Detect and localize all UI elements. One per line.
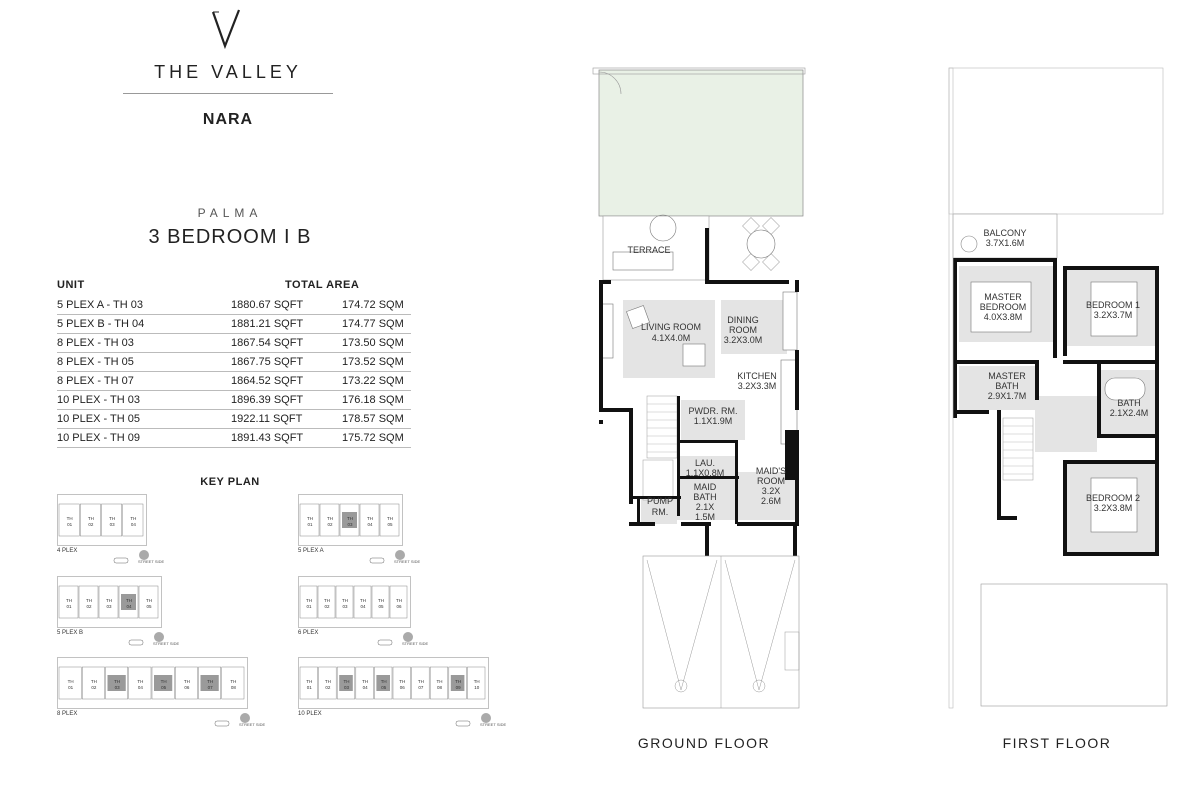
- key-plan-unit-label: TH: [87, 516, 94, 521]
- dining-room-size: 3.2X3.0M: [723, 335, 763, 345]
- car-icon: [114, 558, 128, 563]
- key-plan-unit-label: TH: [126, 598, 132, 603]
- key-plan-unit-label: 03: [343, 685, 350, 690]
- pump-room-label-2: RM.: [651, 507, 669, 517]
- key-plan-block: [298, 657, 528, 732]
- sqft-cell: 1867.75 SQFT: [231, 356, 304, 368]
- key-plan-unit-label: 01: [66, 604, 72, 609]
- sqm-cell: 176.18 SQM: [342, 394, 404, 406]
- key-plan-unit-label: 06: [396, 604, 402, 609]
- key-plan-label: 5 PLEX A: [298, 548, 324, 554]
- first-floor-label: FIRST FLOOR: [1002, 735, 1112, 751]
- key-plan-label: 6 PLEX: [298, 630, 319, 636]
- unit-cell: 8 PLEX - TH 07: [57, 375, 134, 387]
- powder-room-size: 1.1X1.9M: [693, 416, 733, 426]
- street-side-label: STREET SIDE: [239, 722, 266, 727]
- ground-floor-label: GROUND FLOOR: [637, 735, 771, 751]
- bath-size: 2.1X2.4M: [1109, 408, 1149, 418]
- master-bedroom-label: MASTER: [984, 292, 1022, 302]
- key-plan-unit-label: 01: [306, 685, 312, 690]
- key-plan-unit-label: 09: [455, 685, 461, 690]
- model-name: PALMA: [197, 206, 263, 220]
- key-plan-label: 10 PLEX: [298, 711, 322, 717]
- unit-cell: 10 PLEX - TH 03: [57, 394, 140, 406]
- key-plan-unit-label: TH: [67, 679, 74, 684]
- key-plan-unit-label: 04: [130, 522, 136, 527]
- ground-floor-plan: [585, 60, 825, 720]
- key-plan-unit-label: 02: [327, 522, 333, 527]
- brand-divider: [123, 93, 333, 94]
- street-side-label: STREET SIDE: [480, 722, 507, 727]
- car-icon: [456, 721, 470, 726]
- key-plan-unit-label: 01: [68, 685, 74, 690]
- key-plan-unit-label: TH: [343, 679, 350, 684]
- table-row: [57, 353, 411, 372]
- valley-logo-mark: [205, 8, 245, 50]
- key-plan-unit-label: TH: [473, 679, 480, 684]
- kitchen-size: 3.2X3.3M: [737, 381, 777, 391]
- living-room-size: 4.1X4.0M: [651, 333, 691, 343]
- key-plan-unit-label: TH: [417, 679, 424, 684]
- key-plan-diagram: [57, 576, 163, 628]
- car-icon: [129, 640, 143, 645]
- key-plan-unit-label: 05: [161, 685, 167, 690]
- key-plan-unit-label: TH: [347, 516, 353, 521]
- bedroom-2-size: 3.2X3.8M: [1093, 503, 1133, 513]
- key-plan-unit-label: TH: [207, 679, 214, 684]
- key-plan-unit-label: TH: [160, 679, 167, 684]
- key-plan-unit-label: TH: [367, 516, 373, 521]
- laundry-size: 1.1X0.8M: [685, 468, 725, 478]
- pump-room-label: PUMP: [646, 496, 674, 506]
- unit-type-title: 3 BEDROOM I B: [148, 226, 312, 248]
- key-plan-unit-label: 05: [146, 604, 152, 609]
- key-plan-unit-label: 04: [137, 685, 143, 690]
- sqm-cell: 173.22 SQM: [342, 375, 404, 387]
- sqm-cell: 173.52 SQM: [342, 356, 404, 368]
- key-plan-unit-label: 07: [207, 685, 213, 690]
- key-plan-unit-label: 03: [114, 685, 120, 690]
- key-plan-title: KEY PLAN: [200, 476, 260, 488]
- terrace-label: TERRACE: [627, 245, 671, 255]
- bath-label: BATH: [1117, 398, 1141, 408]
- key-plan-unit-label: 03: [347, 522, 353, 527]
- key-plan-unit-label: 03: [109, 522, 115, 527]
- key-plan-unit-label: TH: [307, 516, 313, 521]
- sqft-cell: 1922.11 SQFT: [231, 413, 303, 425]
- key-plan-unit-label: 04: [126, 604, 132, 609]
- key-plan-unit-label: TH: [183, 679, 190, 684]
- key-plan-unit-label: 02: [91, 685, 97, 690]
- key-plan-unit-label: TH: [66, 516, 73, 521]
- table-row: [57, 410, 411, 429]
- street-side-label: STREET SIDE: [153, 641, 180, 646]
- key-plan-unit-label: 02: [86, 604, 92, 609]
- sqm-cell: 173.50 SQM: [342, 337, 404, 349]
- master-bath-size: 2.9X1.7M: [987, 391, 1027, 401]
- key-plan-unit-label: TH: [66, 598, 72, 603]
- table-row: [57, 315, 411, 334]
- bathtub: [1105, 378, 1145, 400]
- key-plan-unit-label: 04: [367, 522, 373, 527]
- laundry-label: LAU.: [694, 458, 716, 468]
- key-plan-unit-label: 02: [325, 685, 331, 690]
- sqft-cell: 1880.67 SQFT: [231, 299, 304, 311]
- key-plan-diagram: [57, 657, 249, 709]
- key-plan-unit-label: TH: [109, 516, 116, 521]
- living-room-label: LIVING ROOM: [640, 322, 702, 332]
- key-plan-block: [57, 576, 287, 651]
- maids-room-label: MAID'S: [755, 466, 787, 476]
- brand-name: THE VALLEY: [154, 62, 302, 82]
- unit-cell: 10 PLEX - TH 05: [57, 413, 140, 425]
- key-plan-unit-label: 04: [360, 604, 366, 609]
- key-plan-unit-label: 02: [324, 604, 330, 609]
- powder-room-label: PWDR. RM.: [688, 406, 738, 416]
- staircase: [647, 396, 677, 458]
- key-plan-unit-label: TH: [114, 679, 121, 684]
- table-header-area: TOTAL AREA: [285, 279, 360, 291]
- key-plan-unit-label: 05: [387, 522, 393, 527]
- table-header-unit: UNIT: [57, 279, 85, 291]
- street-side-label: STREET SIDE: [394, 559, 421, 564]
- table-row: [57, 429, 411, 448]
- key-plan-unit-label: TH: [342, 598, 348, 603]
- first-floor-plan: [945, 60, 1175, 720]
- sqft-cell: 1867.54 SQFT: [231, 337, 304, 349]
- key-plan-unit-label: TH: [399, 679, 406, 684]
- master-bedroom-label-2: BEDROOM: [979, 302, 1027, 312]
- key-plan-unit-label: 02: [88, 522, 94, 527]
- key-plan-unit-label: 01: [67, 522, 73, 527]
- key-plan-unit-label: TH: [86, 598, 92, 603]
- key-plan-unit-label: TH: [327, 516, 333, 521]
- key-plan-unit-label: 01: [307, 522, 313, 527]
- bedroom-2-label: BEDROOM 2: [1085, 493, 1141, 503]
- bedroom-1-label: BEDROOM 1: [1085, 300, 1141, 310]
- key-plan-label: 8 PLEX: [57, 711, 78, 717]
- key-plan-unit-label: TH: [455, 679, 462, 684]
- key-plan-unit-label: 06: [399, 685, 405, 690]
- maids-room-size: 3.2X: [761, 486, 781, 496]
- master-bath-label: MASTER: [988, 371, 1026, 381]
- key-plan-unit-label: TH: [387, 516, 393, 521]
- unit-cell: 10 PLEX - TH 09: [57, 432, 140, 444]
- community-name: NARA: [202, 111, 254, 128]
- key-plan-unit-label: 10: [474, 685, 480, 690]
- sqft-cell: 1881.21 SQFT: [231, 318, 304, 330]
- key-plan-unit-label: TH: [130, 516, 137, 521]
- key-plan-unit-label: 05: [381, 685, 387, 690]
- key-plan-block: [298, 576, 528, 651]
- key-plan-unit-label: 07: [418, 685, 424, 690]
- maids-room-label-2: ROOM: [757, 476, 785, 486]
- master-bath-label-2: BATH: [995, 381, 1019, 391]
- maids-room-size-2: 2.6M: [760, 496, 782, 506]
- kitchen-label: KITCHEN: [737, 371, 777, 381]
- key-plan-unit-label: TH: [230, 679, 237, 684]
- key-plan-diagram: [298, 494, 404, 546]
- table-row: [57, 391, 411, 410]
- bedroom-1-size: 3.2X3.7M: [1093, 310, 1133, 320]
- unit-cell: 8 PLEX - TH 05: [57, 356, 134, 368]
- key-plan-block: [57, 657, 287, 732]
- key-plan-label: 4 PLEX: [57, 548, 78, 554]
- dining-room-label: DINING: [727, 315, 759, 325]
- key-plan-unit-label: 08: [230, 685, 236, 690]
- staircase-upper: [1003, 418, 1033, 480]
- key-plan-unit-label: TH: [306, 679, 313, 684]
- key-plan-block: [57, 494, 287, 569]
- street-side-label: STREET SIDE: [138, 559, 165, 564]
- key-plan-label: 5 PLEX B: [57, 630, 84, 636]
- maid-bath-size: 2.1X: [695, 502, 715, 512]
- key-plan-unit-label: TH: [396, 598, 402, 603]
- key-plan-unit-label: TH: [137, 679, 144, 684]
- key-plan-unit-label: TH: [324, 679, 331, 684]
- key-plan-diagram: [298, 657, 490, 709]
- sqft-cell: 1864.52 SQFT: [231, 375, 304, 387]
- key-plan-unit-label: TH: [362, 679, 369, 684]
- sqm-cell: 174.77 SQM: [342, 318, 404, 330]
- street-side-label: STREET SIDE: [402, 641, 429, 646]
- key-plan-unit-label: TH: [436, 679, 443, 684]
- key-plan-unit-label: TH: [90, 679, 97, 684]
- maid-bath-label: MAID: [693, 482, 717, 492]
- sqm-cell: 178.57 SQM: [342, 413, 404, 425]
- key-plan-unit-label: TH: [380, 679, 387, 684]
- key-plan-unit-label: TH: [106, 598, 112, 603]
- car-icon: [215, 721, 229, 726]
- sqm-cell: 175.72 SQM: [342, 432, 404, 444]
- key-plan-unit-label: TH: [378, 598, 384, 603]
- lower-roof: [981, 584, 1167, 706]
- dining-room-label-2: ROOM: [729, 325, 757, 335]
- car-icon: [378, 640, 392, 645]
- key-plan-unit-label: 01: [306, 604, 312, 609]
- key-plan-unit-label: 03: [106, 604, 112, 609]
- garden-lawn: [599, 70, 803, 216]
- key-plan-unit-label: 05: [378, 604, 384, 609]
- key-plan-unit-label: TH: [324, 598, 330, 603]
- balcony-label: BALCONY: [983, 228, 1027, 238]
- sqft-cell: 1896.39 SQFT: [231, 394, 304, 406]
- unit-cell: 5 PLEX A - TH 03: [57, 299, 144, 311]
- key-plan-diagram: [298, 576, 412, 628]
- maid-bath-size-2: 1.5M: [694, 512, 716, 522]
- key-plan-unit-label: 04: [362, 685, 368, 690]
- key-plan-unit-label: 03: [342, 604, 348, 609]
- table-row: [57, 334, 411, 353]
- key-plan-unit-label: 08: [436, 685, 443, 690]
- maid-bath-label-2: BATH: [693, 492, 717, 502]
- sqm-cell: 174.72 SQM: [342, 299, 404, 311]
- balcony-size: 3.7X1.6M: [985, 238, 1025, 248]
- key-plan-unit-label: TH: [360, 598, 366, 603]
- key-plan-unit-label: TH: [306, 598, 312, 603]
- key-plan-unit-label: TH: [146, 598, 152, 603]
- sqft-cell: 1891.43 SQFT: [231, 432, 304, 444]
- kitchen-counter-top: [783, 292, 797, 350]
- key-plan-unit-label: 06: [184, 685, 190, 690]
- table-row: [57, 372, 411, 391]
- master-bedroom-size: 4.0X3.8M: [983, 312, 1023, 322]
- unit-cell: 5 PLEX B - TH 04: [57, 318, 145, 330]
- key-plan-block: [298, 494, 528, 569]
- key-plan-diagram: [57, 494, 148, 546]
- car-icon: [370, 558, 384, 563]
- table-row: [57, 296, 411, 315]
- unit-cell: 8 PLEX - TH 03: [57, 337, 134, 349]
